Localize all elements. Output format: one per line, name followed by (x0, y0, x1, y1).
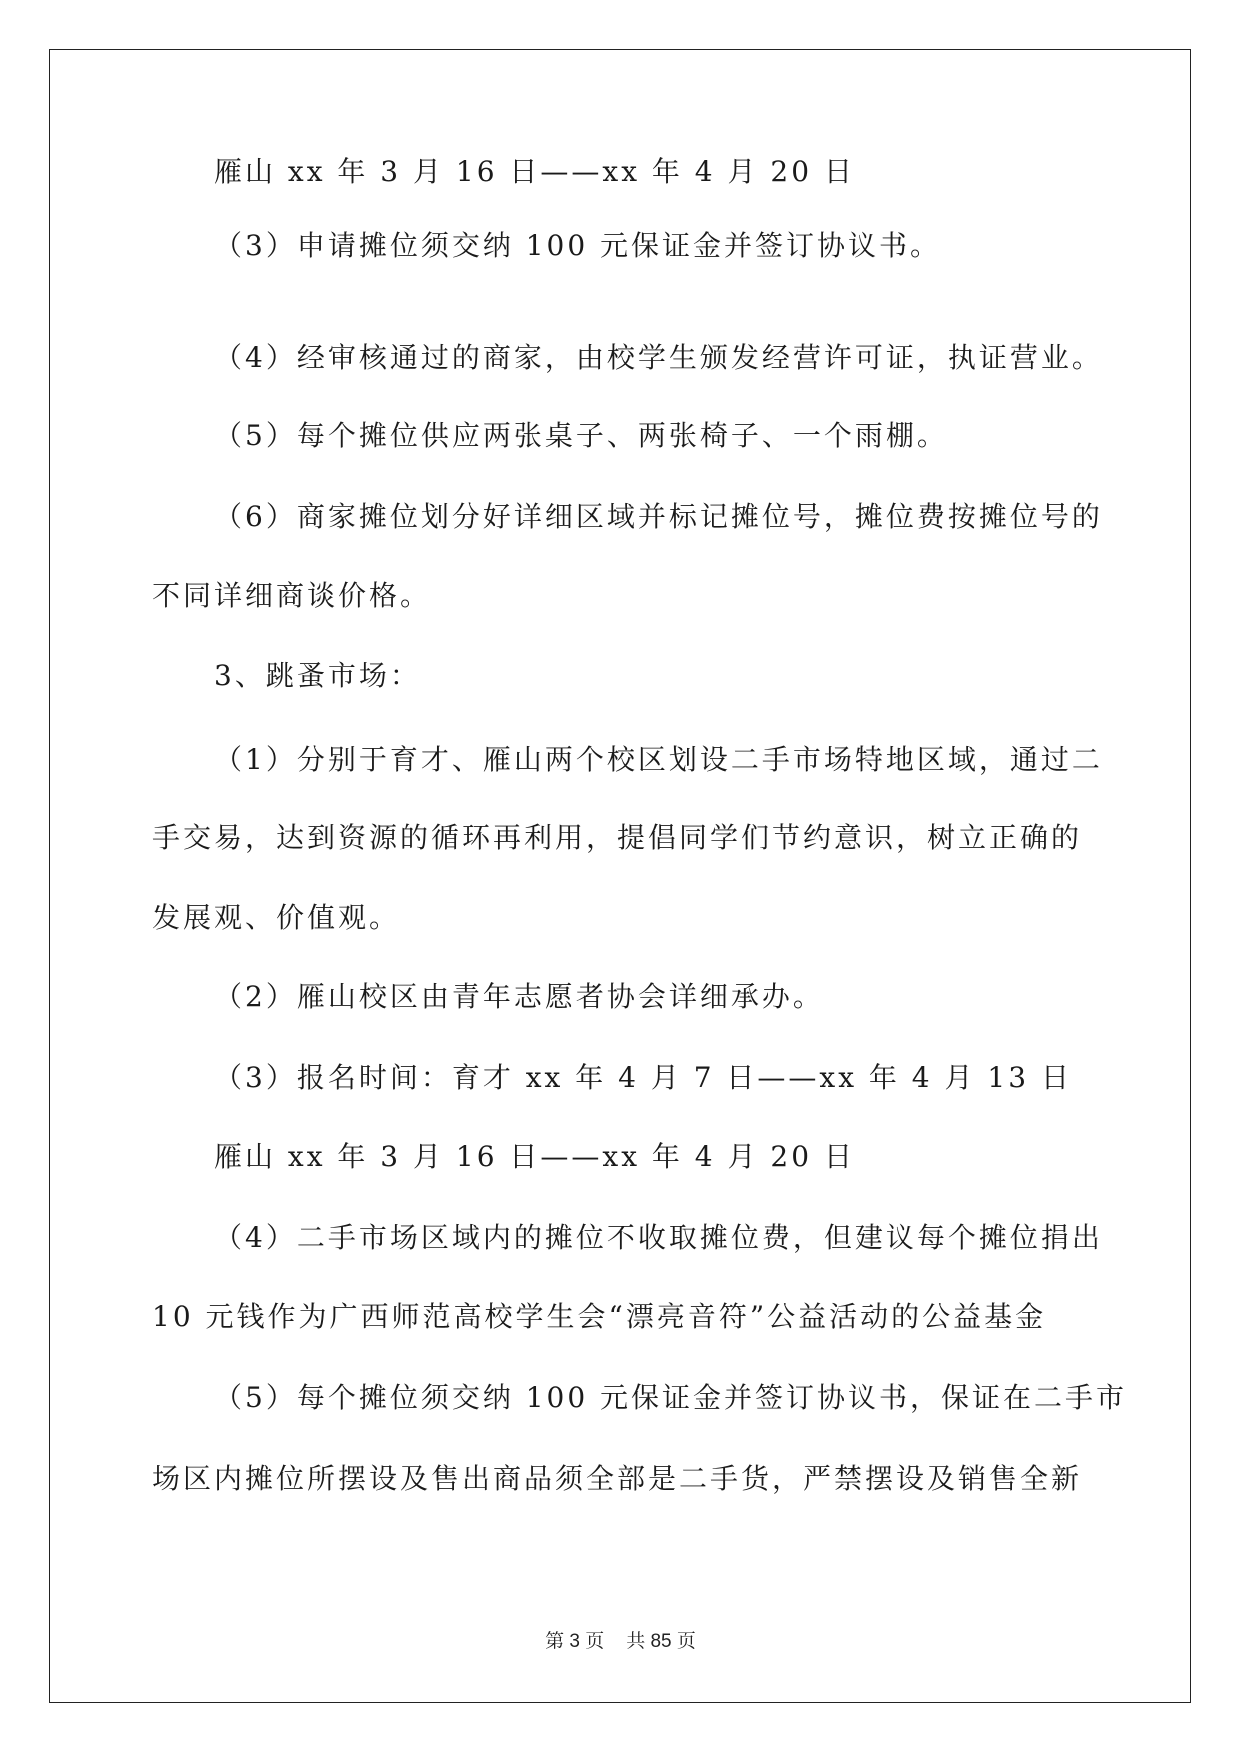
paragraph-line: （6）商家摊位划分好详细区域并标记摊位号，摊位费按摊位号的 (214, 500, 1103, 533)
paragraph-line: 场区内摊位所摆设及售出商品须全部是二手货，严禁摆设及销售全新 (152, 1462, 1083, 1495)
paragraph-line: （2）雁山校区由青年志愿者协会详细承办。 (214, 980, 824, 1013)
paragraph-line: 雁山 xx 年 3 月 16 日——xx 年 4 月 20 日 (214, 1140, 855, 1173)
paragraph-line: （5）每个摊位供应两张桌子、两张椅子、一个雨棚。 (214, 419, 948, 452)
paragraph-line: 10 元钱作为广西师范高校学生会“漂亮音符”公益活动的公益基金 (152, 1300, 1047, 1333)
page-footer (0, 1630, 1241, 1654)
page-number: 第 3 页 (545, 1631, 605, 1652)
page-border (49, 49, 1191, 1703)
paragraph-line: （3）报名时间：育才 xx 年 4 月 7 日——xx 年 4 月 13 日 (214, 1061, 1072, 1094)
section-heading: 3、跳蚤市场： (214, 659, 421, 692)
paragraph-line: 雁山 xx 年 3 月 16 日——xx 年 4 月 20 日 (214, 155, 855, 188)
paragraph-line: （4）二手市场区域内的摊位不收取摊位费，但建议每个摊位捐出 (214, 1221, 1103, 1254)
paragraph-line: 不同详细商谈价格。 (152, 579, 432, 612)
paragraph-line: （3）申请摊位须交纳 100 元保证金并签订协议书。 (214, 229, 942, 262)
paragraph-line: （5）每个摊位须交纳 100 元保证金并签订协议书，保证在二手市 (214, 1381, 1128, 1414)
paragraph-line: 发展观、价值观。 (152, 901, 401, 934)
paragraph-line: 手交易，达到资源的循环再利用，提倡同学们节约意识，树立正确的 (152, 821, 1083, 854)
page-total: 共 85 页 (626, 1631, 696, 1652)
paragraph-line: （1）分别于育才、雁山两个校区划设二手市场特地区域，通过二 (214, 743, 1103, 776)
paragraph-line: （4）经审核通过的商家，由校学生颁发经营许可证，执证营业。 (214, 341, 1103, 374)
